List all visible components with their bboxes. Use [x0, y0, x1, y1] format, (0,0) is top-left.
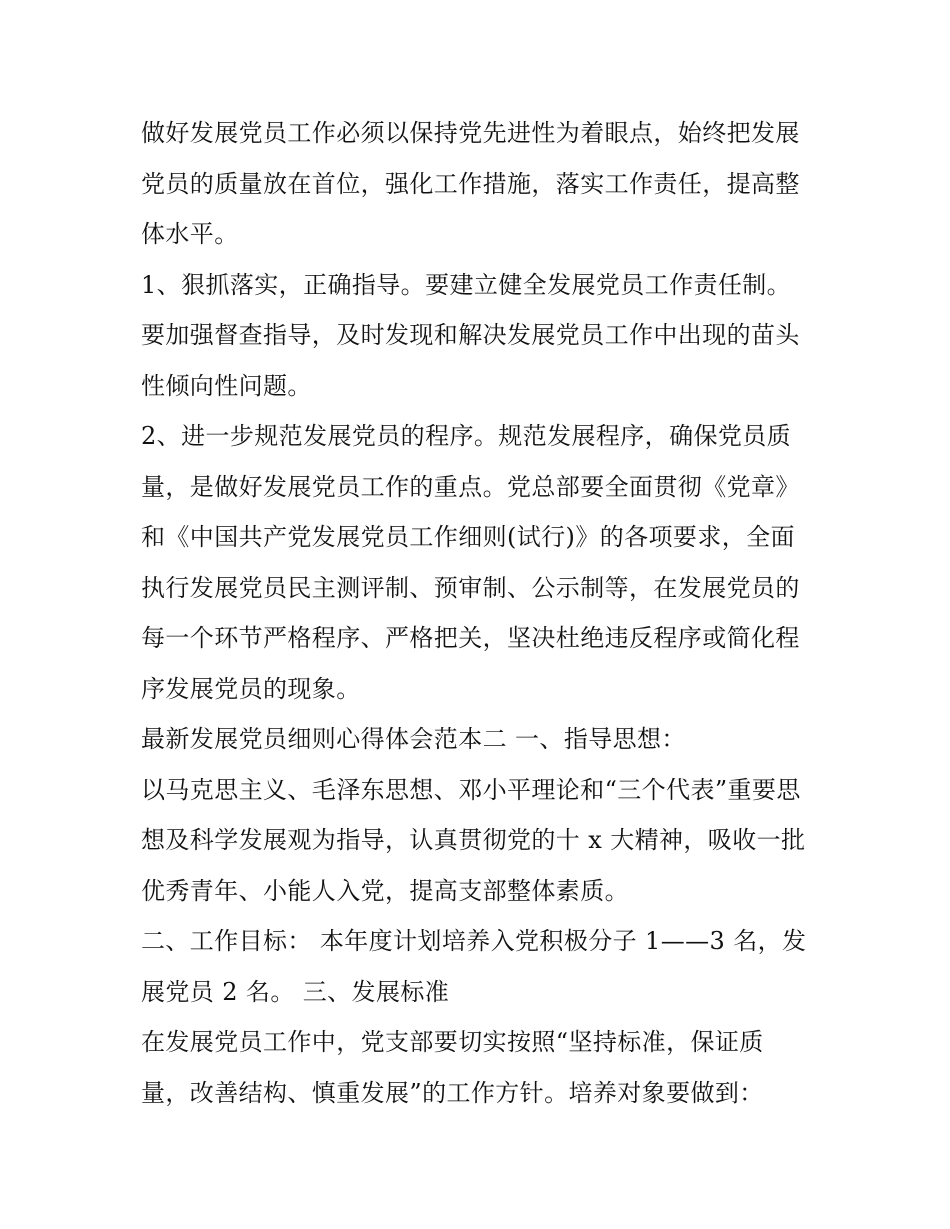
text-line: 2、进一步规范发展党员的程序。规范发展程序，确保党员质 — [141, 422, 792, 450]
text-line: 性倾向性问题。 — [141, 371, 312, 400]
text-line: 要加强督查指导，及时发现和解决发展党员工作中出现的苗头 — [141, 321, 800, 349]
text-line: 二、工作目标： 本年度计划培养入党积极分子 1——3 名，发 — [141, 927, 807, 955]
text-line: 量，是做好发展党员工作的重点。党总部要全面贯彻《党章》 — [141, 472, 800, 501]
text-line: 执行发展党员民主测评制、预审制、公示制等，在发展党员的 — [141, 573, 800, 602]
document-body — [141, 108, 821, 1118]
text-line: 序发展党员的现象。 — [141, 674, 361, 703]
text-line: 以马克思主义、毛泽东思想、邓小平理论和“三个代表”重要思 — [141, 775, 801, 804]
text-line: 1、狠抓落实，正确指导。要建立健全发展党员工作责任制。 — [141, 270, 792, 299]
text-line: 在发展党员工作中，党支部要切实按照“坚持标准，保证质 — [141, 1028, 764, 1056]
section-heading: 最新发展党员细则心得体会范本二 一、指导思想： — [141, 725, 686, 753]
text-line: 展党员 2 名。 三、发展标准 — [141, 977, 450, 1006]
text-line: 每一个环节严格程序、严格把关，坚决杜绝违反程序或简化程 — [141, 624, 800, 652]
text-line: 做好发展党员工作必须以保持党先进性为着眼点，始终把发展 — [141, 119, 800, 147]
text-line: 体水平。 — [141, 220, 239, 248]
text-line: 想及科学发展观为指导，认真贯彻党的十 x 大精神，吸收一批 — [141, 826, 806, 854]
text-line: 和《中国共产党发展党员工作细则(试行)》的各项要求，全面 — [141, 523, 795, 551]
text-line: 量，改善结构、慎重发展”的工作方针。培养对象要做到： — [141, 1078, 764, 1107]
text-line: 党员的质量放在首位，强化工作措施，落实工作责任，提高整 — [141, 169, 800, 198]
text-line: 优秀青年、小能人入党，提高支部整体素质。 — [141, 876, 629, 905]
